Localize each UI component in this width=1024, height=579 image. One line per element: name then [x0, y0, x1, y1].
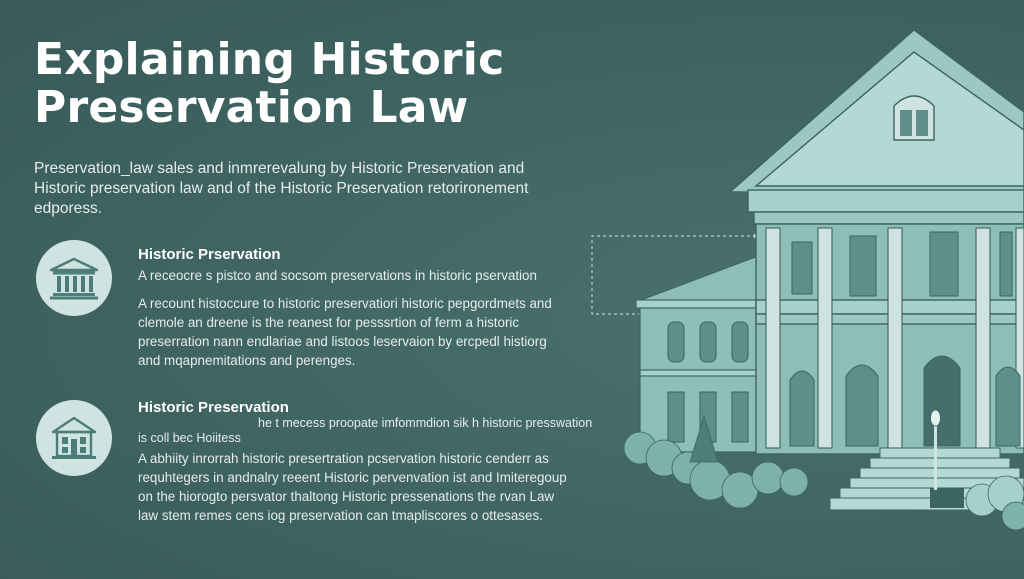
section-1-line: and mqapnemitations and perenges.: [138, 353, 356, 368]
attic-window: [894, 96, 934, 140]
basement-vent: [930, 488, 964, 508]
section-2-subtitle: [138, 416, 593, 446]
section-1-line: clemole an dreene is the reanest for pesssrtion of ferm a historic: [138, 315, 520, 330]
temple-icon: [36, 240, 112, 316]
section-2-line: requhtegers in andnalry reeent Historic pervenvation ist and Imiteregoup: [138, 470, 567, 485]
intro-line: edporess.: [34, 200, 103, 217]
section-1-line: preserration nann endlariae and listoos leservaion by ercpedl histiorg: [138, 334, 547, 349]
section-1-body: [138, 294, 568, 370]
historic-building-illustration: [580, 0, 1024, 579]
section-1-title: Historic Prservation: [138, 246, 281, 263]
page-title-line-1: Explaining Historic: [34, 34, 505, 85]
section-2-line: law stem remes cens iog preservation can tmapliscores o ottesases.: [138, 508, 543, 523]
section-2-subtitle-line: he t mecess proopate imfommdion sik h historic presswation: [258, 416, 593, 430]
section-1-subtitle: [138, 266, 568, 285]
section-2-line: A abhiity inrorrah historic presertration pcservation historic cenderr as: [138, 451, 549, 466]
page-title-line-2: Preservation Law: [34, 82, 469, 133]
section-2-title: Historic Preservation: [138, 399, 289, 416]
intro-paragraph: [34, 159, 554, 219]
building-icon: [36, 400, 112, 476]
section-1-subtitle-line: A receocre s pistco and socsom preservations in historic pservation: [138, 268, 537, 283]
intro-line: Preservation_law sales and inmrerevalung by Historic Preservation and: [34, 160, 525, 177]
intro-line: Historic preservation law and of the Historic Preservation retorironement: [34, 180, 529, 197]
section-2-line: on the hiorogto persvator thaltong Historic pressenations the rvan Law: [138, 489, 555, 504]
section-2-subtitle-line: is coll bec Hoiitess: [138, 431, 241, 445]
section-1-line: A recount histoccure to historic preservatiori historic pepgordmets and: [138, 296, 552, 311]
page-title: [34, 36, 594, 132]
section-2-body: [138, 449, 568, 525]
